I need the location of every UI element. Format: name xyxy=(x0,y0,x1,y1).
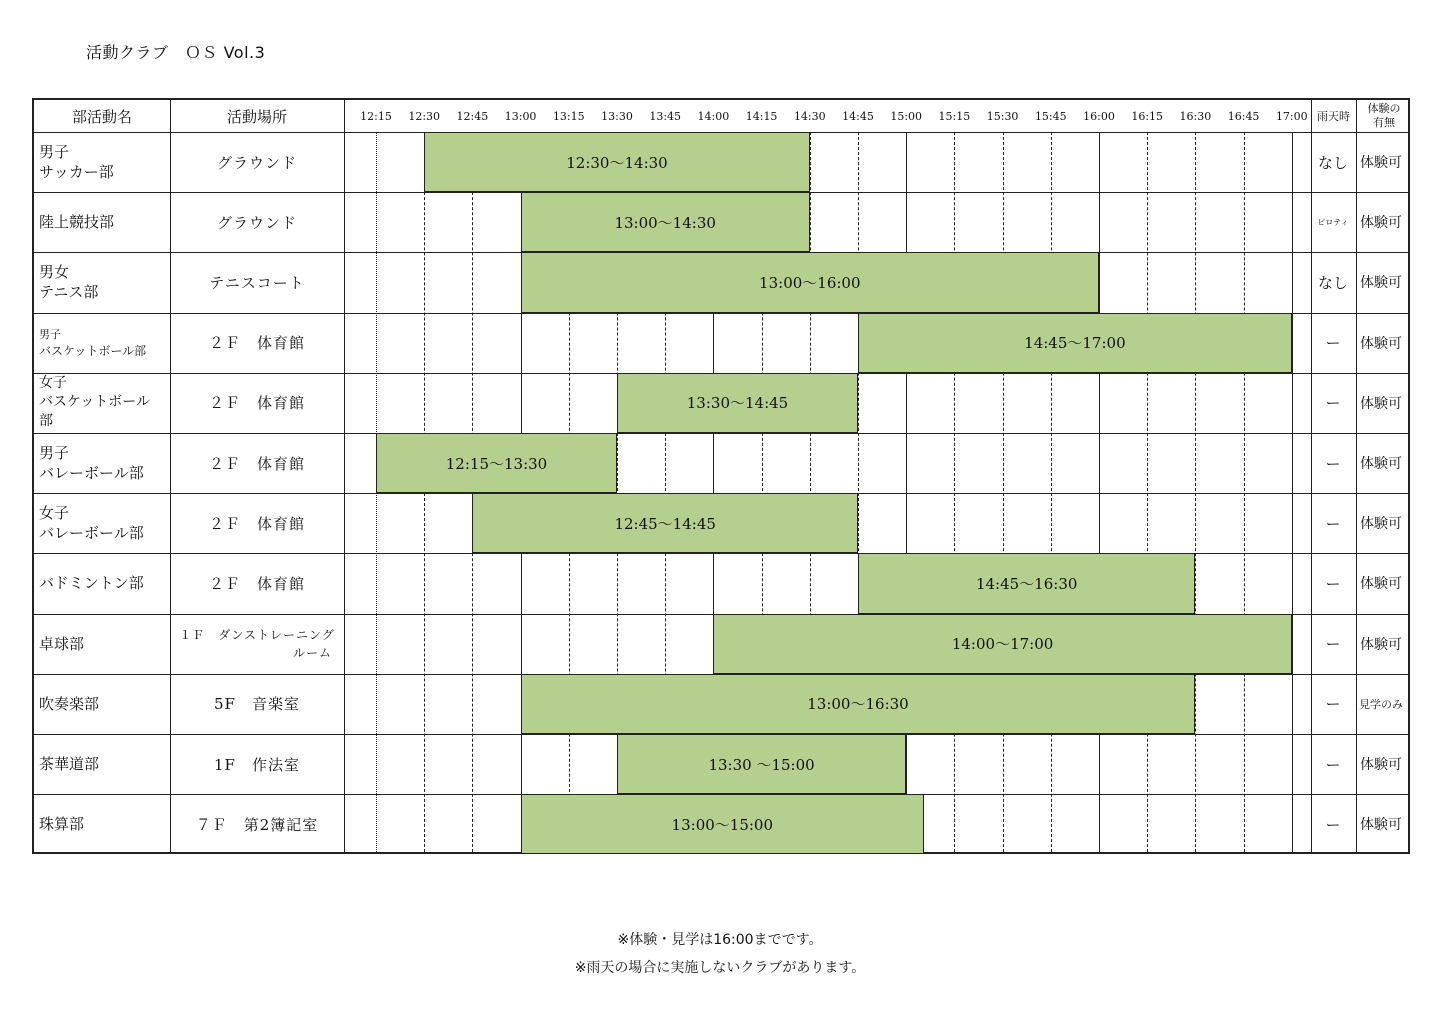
club-name xyxy=(36,794,168,854)
time-gridline xyxy=(1099,132,1100,852)
time-gridline xyxy=(1051,132,1052,852)
activity-place-line: グラウンド xyxy=(216,213,297,232)
time-label: 13:45 xyxy=(649,109,682,123)
rain-status: ー xyxy=(1325,815,1341,834)
trial-status: 体験可 xyxy=(1360,395,1402,412)
trial-status: 体験可 xyxy=(1360,516,1402,533)
time-label: 12:15 xyxy=(360,109,392,123)
rain-status: ー xyxy=(1325,695,1341,714)
activity-place xyxy=(170,794,344,854)
club-name xyxy=(36,734,168,794)
activity-place xyxy=(170,132,344,192)
activity-place-line: 1F 作法室 xyxy=(214,755,300,774)
club-name xyxy=(36,313,168,373)
activity-schedule-table xyxy=(32,98,1410,854)
schedule-bar: 12:15〜13:30 xyxy=(376,433,617,493)
activity-place xyxy=(170,553,344,613)
activity-place-line: ２Ｆ 体育館 xyxy=(208,514,305,533)
club-name xyxy=(36,553,168,613)
trial-status: 体験可 xyxy=(1360,155,1402,172)
time-label: 13:30 xyxy=(601,109,633,123)
time-label: 14:30 xyxy=(793,109,826,123)
trial-status: 体験可 xyxy=(1360,456,1402,473)
activity-place-line: テニスコート xyxy=(209,273,305,292)
schedule-bar: 13:30〜14:45 xyxy=(617,373,858,433)
activity-place xyxy=(170,313,344,373)
footnote-1: ※体験・見学は16:00までです。 xyxy=(617,932,823,948)
club-name-line: 陸上競技部 xyxy=(39,213,115,232)
club-name-line: 女子 xyxy=(39,375,67,392)
time-label: 16:45 xyxy=(1227,109,1260,123)
club-name-line: バドミントン部 xyxy=(39,574,144,593)
document-title: 活動クラブ ＯＳ Vol.3 xyxy=(86,43,266,62)
schedule-bar: 13:30 〜15:00 xyxy=(617,734,906,794)
club-name xyxy=(36,433,168,493)
column-divider xyxy=(344,100,345,852)
time-label: 16:00 xyxy=(1083,109,1115,123)
trial-status: 体験可 xyxy=(1360,275,1402,292)
time-gridline xyxy=(1292,132,1293,852)
activity-place-line: ルーム xyxy=(292,645,332,660)
footnotes xyxy=(0,926,1440,982)
rain-status: ー xyxy=(1325,514,1341,533)
activity-place xyxy=(170,373,344,433)
club-name-line: 茶華道部 xyxy=(39,755,100,774)
time-label: 15:30 xyxy=(986,109,1019,123)
rain-status: なし xyxy=(1317,273,1348,292)
club-name xyxy=(36,192,168,252)
club-name xyxy=(36,614,168,674)
activity-place xyxy=(170,192,344,252)
club-name-line: バレーボール部 xyxy=(39,524,144,543)
activity-place-line: グラウンド xyxy=(216,153,297,172)
activity-place-line: １Ｆ ダンストレーニング xyxy=(179,627,335,642)
club-name xyxy=(36,132,168,192)
rain-status: ピロティ xyxy=(1317,217,1349,227)
schedule-bar: 13:00〜14:30 xyxy=(521,192,810,252)
time-gridline xyxy=(1003,132,1004,852)
time-label: 13:00 xyxy=(504,109,537,123)
club-name-line: バレーボール部 xyxy=(39,464,144,483)
club-name-line: 吹奏楽部 xyxy=(39,694,100,713)
time-label: 14:00 xyxy=(697,109,730,123)
activity-place-line: 5F 音楽室 xyxy=(214,695,300,714)
activity-place xyxy=(170,433,344,493)
header-place: 活動場所 xyxy=(226,107,287,126)
time-gridline xyxy=(906,132,907,852)
footnote-2: ※雨天の場合に実施しないクラブがあります。 xyxy=(574,960,866,976)
activity-place xyxy=(170,734,344,794)
activity-place-line: ７Ｆ 第2簿記室 xyxy=(195,815,319,834)
schedule-bar: 14:45〜16:30 xyxy=(858,553,1195,613)
club-name xyxy=(36,493,168,553)
schedule-bar: 14:45〜17:00 xyxy=(858,313,1292,373)
time-gridline xyxy=(1244,132,1245,852)
header-club: 部活動名 xyxy=(71,107,132,126)
trial-status: 体験可 xyxy=(1360,335,1402,352)
activity-place xyxy=(170,674,344,734)
time-gridline xyxy=(1147,132,1148,852)
activity-place xyxy=(170,493,344,553)
club-name-line: 卓球部 xyxy=(39,634,85,653)
activity-place xyxy=(170,614,344,674)
club-name-line: 男子 xyxy=(39,444,70,463)
trial-status: 体験可 xyxy=(1360,215,1402,232)
rain-status: ー xyxy=(1325,635,1341,654)
club-name-line: 男子 xyxy=(39,327,61,341)
club-name xyxy=(36,373,168,433)
activity-place-line: ２Ｆ 体育館 xyxy=(208,454,305,473)
schedule-bar: 14:00〜17:00 xyxy=(713,614,1291,674)
time-label: 16:15 xyxy=(1131,109,1164,123)
club-name xyxy=(36,674,168,734)
club-name-line: 珠算部 xyxy=(39,815,85,834)
trial-status: 体験可 xyxy=(1360,757,1402,774)
activity-place-line: ２Ｆ 体育館 xyxy=(208,334,305,353)
club-name-line: 女子 xyxy=(39,504,70,523)
activity-place xyxy=(170,252,344,312)
club-name xyxy=(36,252,168,312)
activity-place-line: ２Ｆ 体育館 xyxy=(208,394,305,413)
rain-status: ー xyxy=(1325,394,1341,413)
header-trial xyxy=(1356,100,1412,132)
header-rain: 雨天時 xyxy=(1317,110,1350,123)
club-name-line: 男女 xyxy=(39,263,70,282)
time-label: 15:15 xyxy=(938,109,971,123)
trial-status: 体験可 xyxy=(1360,576,1402,593)
schedule-bar: 13:00〜15:00 xyxy=(521,794,924,854)
schedule-bar: 12:45〜14:45 xyxy=(472,493,858,553)
rain-status: ー xyxy=(1325,334,1341,353)
schedule-bar: 12:30〜14:30 xyxy=(424,132,810,192)
rain-status: なし xyxy=(1317,153,1348,172)
trial-status: 体験可 xyxy=(1360,817,1402,834)
trial-status: 見学のみ xyxy=(1359,697,1403,711)
time-label: 14:15 xyxy=(745,109,778,123)
schedule-bar: 13:00〜16:00 xyxy=(521,252,1099,312)
time-label: 15:45 xyxy=(1034,109,1067,123)
activity-place-line: ２Ｆ 体育館 xyxy=(208,574,305,593)
trial-status: 体験可 xyxy=(1360,636,1402,653)
time-gridline xyxy=(954,132,955,852)
time-label: 13:15 xyxy=(552,109,585,123)
time-label: 14:45 xyxy=(842,109,874,123)
club-name-line: サッカー部 xyxy=(39,163,114,182)
rain-status: ー xyxy=(1325,454,1341,473)
header-trial-line2: 有無 xyxy=(1373,116,1395,129)
time-gridline xyxy=(1195,132,1196,852)
time-label: 12:45 xyxy=(456,109,489,123)
club-name-line: テニス部 xyxy=(39,283,99,302)
club-name-line: 部 xyxy=(39,413,53,430)
rain-status: ー xyxy=(1325,574,1341,593)
header-trial-line1: 体験の xyxy=(1367,102,1401,115)
time-label: 15:00 xyxy=(890,109,923,123)
time-label: 12:30 xyxy=(408,109,441,123)
club-name-line: バスケットボール部 xyxy=(39,343,147,358)
club-name-line: 男子 xyxy=(39,143,70,162)
club-name-line: バスケットボール xyxy=(39,394,151,411)
time-label: 16:30 xyxy=(1179,109,1212,123)
time-label: 17:00 xyxy=(1275,109,1308,123)
schedule-bar: 13:00〜16:30 xyxy=(521,674,1196,734)
rain-status: ー xyxy=(1325,755,1341,774)
